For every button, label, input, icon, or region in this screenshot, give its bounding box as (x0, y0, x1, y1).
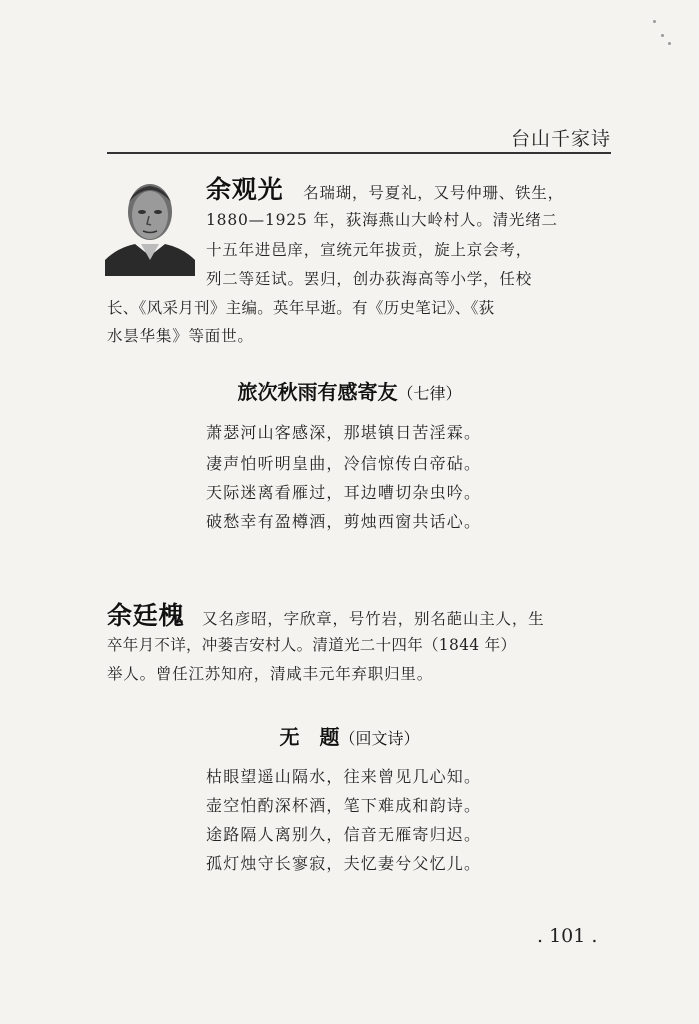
poem-line: 凄声怕听明皇曲，冷信惊传白帝砧。 (206, 454, 482, 473)
entry1-name: 余观光 (206, 175, 284, 204)
scan-speck (661, 34, 664, 37)
entry2-bio-line: 卒年月不详，冲蒌吉安村人。清道光二十四年（1844 年） (107, 636, 517, 654)
poem-form: （七律） (397, 384, 462, 403)
scan-speck (653, 20, 656, 23)
entry2-first-line (107, 596, 544, 632)
entry1-bio-line: 1880—1925 年，荻海燕山大岭村人。清光绪二 (206, 211, 558, 229)
poem-line: 壶空怕酌深杯酒，笔下难成和韵诗。 (206, 796, 482, 815)
page-header-title: 台山千家诗 (510, 128, 611, 150)
entry1-bio-line: 长、《风采月刊》主编。英年早逝。有《历史笔记》、《荻 (107, 299, 495, 317)
poem-line: 萧瑟河山客感深，那堪镇日苦淫霖。 (206, 423, 482, 442)
entry1-bio-line: 列二等廷试。罢归，创办荻海高等小学，任校 (206, 270, 533, 288)
entry1-bio-line: 十五年进邑庠，宣统元年拔贡，旋上京会考， (206, 241, 533, 259)
entry2-poem-heading (0, 721, 699, 750)
entry1-first-line (206, 170, 564, 206)
poem-line: 破愁幸有盈樽酒，剪烛西窗共话心。 (206, 512, 482, 531)
entry2-name: 余廷槐 (107, 601, 185, 630)
poem-form: （回文诗） (339, 729, 420, 748)
poem-line: 孤灯烛守长寥寂，夫忆妻兮父忆儿。 (206, 854, 482, 873)
poem-line: 天际迷离看雁过，耳边嘈切杂虫吟。 (206, 483, 482, 502)
header-rule (107, 152, 611, 154)
poem-title: 无 题 (279, 725, 340, 749)
entry2-bio-line: 举人。曾任江苏知府，清咸丰元年弃职归里。 (107, 665, 434, 683)
poem-line: 途路隔人离别久，信音无雁寄归迟。 (206, 825, 482, 844)
poem-title: 旅次秋雨有感寄友 (237, 380, 398, 404)
entry1-bio-line: 水昙华集》等面世。 (107, 327, 254, 345)
page-number: . 101 . (537, 925, 598, 947)
poem-line: 枯眼望遥山隔水，往来曾见几心知。 (206, 767, 482, 786)
entry1-poem-heading (0, 376, 699, 405)
portrait-photo (105, 168, 195, 276)
entry1-bio-line: 名瑞瑚，号夏礼，又号仲珊、铁生， (303, 184, 564, 202)
scan-speck (668, 42, 671, 45)
entry2-bio-line: 又名彦昭，字欣章，号竹岩，别名葩山主人，生 (202, 610, 545, 628)
